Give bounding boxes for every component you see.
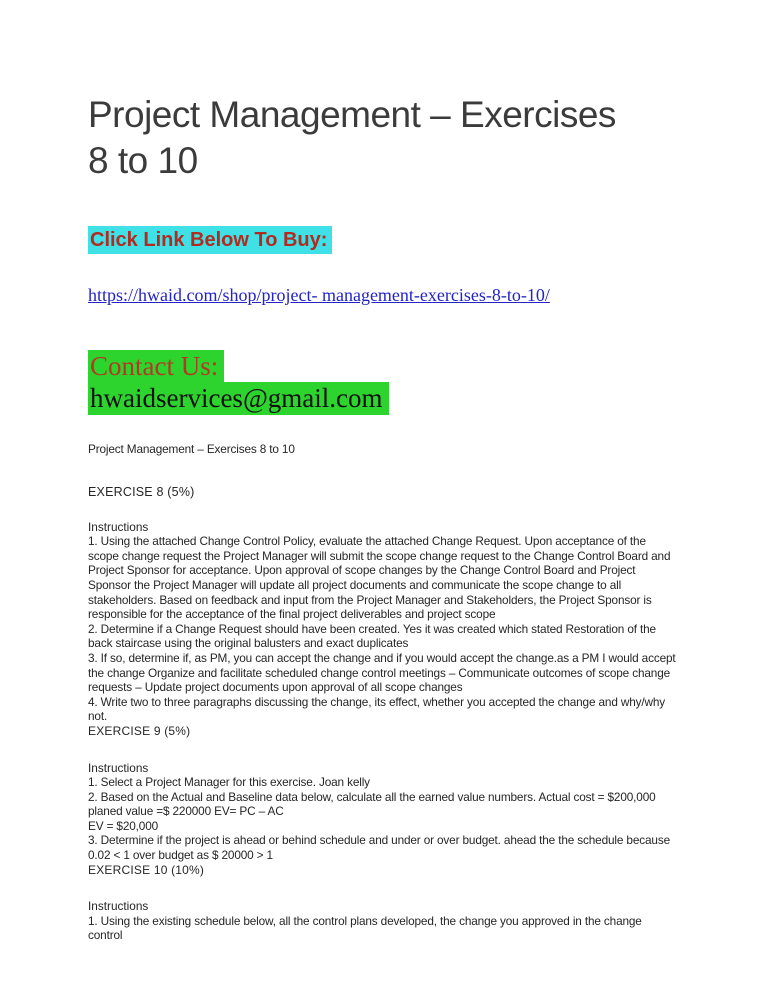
contact-heading: Contact Us: (88, 350, 224, 382)
document-subtitle: Project Management – Exercises 8 to 10 (88, 442, 295, 456)
page-title-line-1: Project Management – Exercises (88, 94, 616, 135)
exercise-9-item-4: 3. Determine if the project is ahead or behind schedule and under or over budget. ahead the the schedule because 0.02 < 1 over budget as $ 20000 > 1 (88, 833, 670, 863)
exercise-9-heading: EXERCISE 9 (5%) (88, 723, 191, 738)
page-title-line-2: 8 to 10 (88, 140, 198, 181)
exercise-10-heading: EXERCISE 10 (10%) (88, 862, 205, 877)
contact-email: hwaidservices@gmail.com (88, 382, 389, 415)
buy-link[interactable]: https://hwaid.com/shop/project- management-exercises-8-to-10/ (88, 285, 550, 305)
buy-section (88, 184, 678, 306)
contact-section (88, 350, 678, 415)
exercise-8-heading: EXERCISE 8 (5%) (88, 484, 195, 499)
buy-heading: Click Link Below To Buy: (88, 226, 332, 254)
exercise-9-item-1: 1. Select a Project Manager for this exercise. Joan kelly (88, 775, 370, 790)
exercise-8-item-2: 2. Determine if a Change Request should have been created. Yes it was created which stated Restoration of the back staircase using the original balusters and exact duplicates (88, 621, 656, 651)
exercise-10-instructions-label: Instructions (88, 899, 149, 914)
exercise-9-instructions-label: Instructions (88, 760, 149, 775)
exercise-8-instructions-label: Instructions (88, 519, 149, 534)
exercise-8-items (88, 534, 678, 724)
exercise-9-item-2: 2. Based on the Actual and Baseline data below, calculate all the earned value numbers. Actual cost = $200,000 planed value =$ 220000 EV= PC – AC (88, 789, 656, 819)
page-title (88, 92, 678, 184)
exercise-8-item-1: 1. Using the attached Change Control Policy, evaluate the attached Change Request. Upon acceptance of the scope change request the Project Manager will submit the scope change request to the Change Control Board and Project Sponsor for acceptance. Upon approval of scope changes by the Change Control Board and Project Sponsor the Project Manager will update all project documents and communicate the scope change to all stakeholders. Based on feedback and input from the Project Manager and Stakeholders, the Project Sponsor is responsible for the acceptance of the final project deliverables and project scope (88, 534, 671, 622)
exercise-9-item-3: EV = $20,000 (88, 818, 159, 833)
exercise-9-items (88, 775, 678, 863)
exercise-10-item-1: 1. Using the existing schedule below, all the control plans developed, the change you approved in the change control (88, 913, 642, 943)
exercise-10-items (88, 914, 678, 943)
exercise-8-item-4: 4. Write two to three paragraphs discussing the change, its effect, whether you accepted the change and why/why not. (88, 694, 666, 724)
exercise-8-item-3: 3. If so, determine if, as PM, you can accept the change and if you would accept the change.as a PM I would accept the change Organize and facilitate scheduled change control meetings – Communicate outcomes of scope change requests – Update project documents upon approval of all scope changes (88, 650, 676, 695)
